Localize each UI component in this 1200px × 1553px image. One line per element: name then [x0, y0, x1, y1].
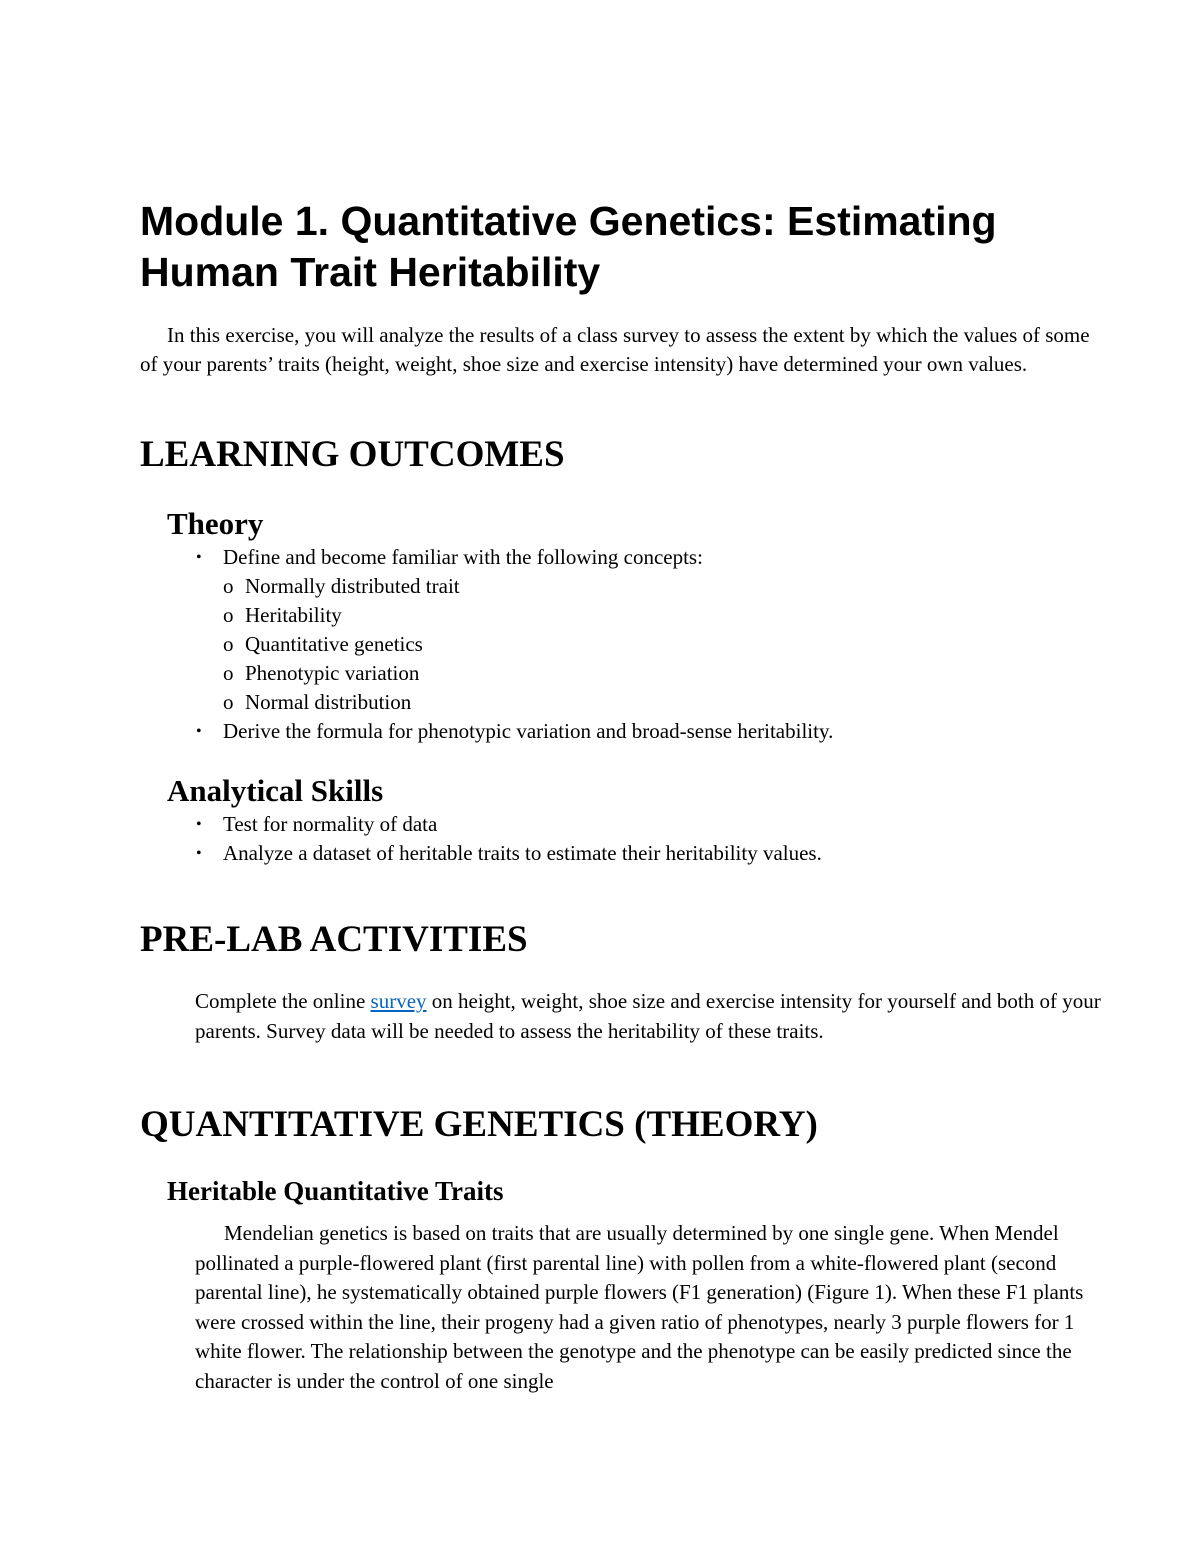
- concept-label: Phenotypic variation: [245, 661, 420, 685]
- quantitative-genetics-heading: QUANTITATIVE GENETICS (THEORY): [140, 1104, 818, 1145]
- prelab-text-before: Complete the online: [195, 989, 371, 1013]
- list-item-text: Derive the formula for phenotypic variation and broad-sense heritability.: [223, 719, 834, 743]
- heritable-traits-heading: Heritable Quantitative Traits: [167, 1176, 504, 1206]
- list-item-text: Test for normality of data: [223, 812, 438, 836]
- list-item: [0, 839, 822, 868]
- list-item: [0, 810, 822, 839]
- mendelian-paragraph: Mendelian genetics is based on traits that are usually determined by one single gene. When Mendel pollinated a purple-flowered plant (first parental line) with pollen from a white-flowered plant (second parental line), he systematically obtained purple flowers (F1 generation) (Figure 1). When these F1 plants were crossed within the line, their progeny had a given ratio of phenotypes, nearly 3 purple flowers for 1 white flower. The relationship between the genotype and the phenotype can be easily predicted since the character is under the control of one single: [195, 1221, 1084, 1393]
- sub-list-item: [0, 659, 833, 688]
- prelab-text-after: on height, weight, shoe size and exercise intensity for yourself and both of your parents. Survey data will be needed to assess the heritability of these traits.: [195, 989, 1101, 1043]
- prelab-heading: PRE-LAB ACTIVITIES: [140, 919, 528, 960]
- sub-bullet-icon: o: [223, 574, 234, 598]
- sub-list-item: [0, 688, 833, 717]
- document-title: Module 1. Quantitative Genetics: Estimating Human Trait Heritability: [140, 198, 997, 295]
- theory-heading: Theory: [167, 506, 264, 541]
- sub-bullet-icon: o: [223, 603, 234, 627]
- bullet-icon: •: [196, 816, 202, 833]
- list-item-text: Analyze a dataset of heritable traits to estimate their heritability values.: [223, 841, 822, 865]
- survey-link[interactable]: survey: [370, 989, 427, 1013]
- sub-bullet-icon: o: [223, 661, 234, 685]
- concept-label: Heritability: [245, 603, 342, 627]
- sub-list-item: [0, 572, 833, 601]
- list-item: [0, 717, 833, 746]
- concept-label: Normally distributed trait: [245, 574, 460, 598]
- analytical-skills-list: [0, 810, 822, 868]
- learning-outcomes-heading: LEARNING OUTCOMES: [140, 434, 565, 475]
- list-item-text: Define and become familiar with the following concepts:: [223, 545, 703, 569]
- sub-list-item: [0, 601, 833, 630]
- concept-label: Quantitative genetics: [245, 632, 423, 656]
- concept-label: Normal distribution: [245, 690, 412, 714]
- theory-outcomes-list: [0, 543, 833, 746]
- bullet-icon: •: [196, 549, 202, 566]
- intro-paragraph: In this exercise, you will analyze the results of a class survey to assess the extent by which the values of some of your parents’ traits (height, weight, shoe size and exercise intensity) have determined your own values.: [140, 323, 1090, 376]
- sub-bullet-icon: o: [223, 690, 234, 714]
- analytical-skills-heading: Analytical Skills: [167, 773, 384, 808]
- bullet-icon: •: [196, 723, 202, 740]
- sub-bullet-icon: o: [223, 632, 234, 656]
- bullet-icon: •: [196, 845, 202, 862]
- list-item: [0, 543, 833, 572]
- prelab-paragraph: [195, 987, 1110, 1046]
- sub-list-item: [0, 630, 833, 659]
